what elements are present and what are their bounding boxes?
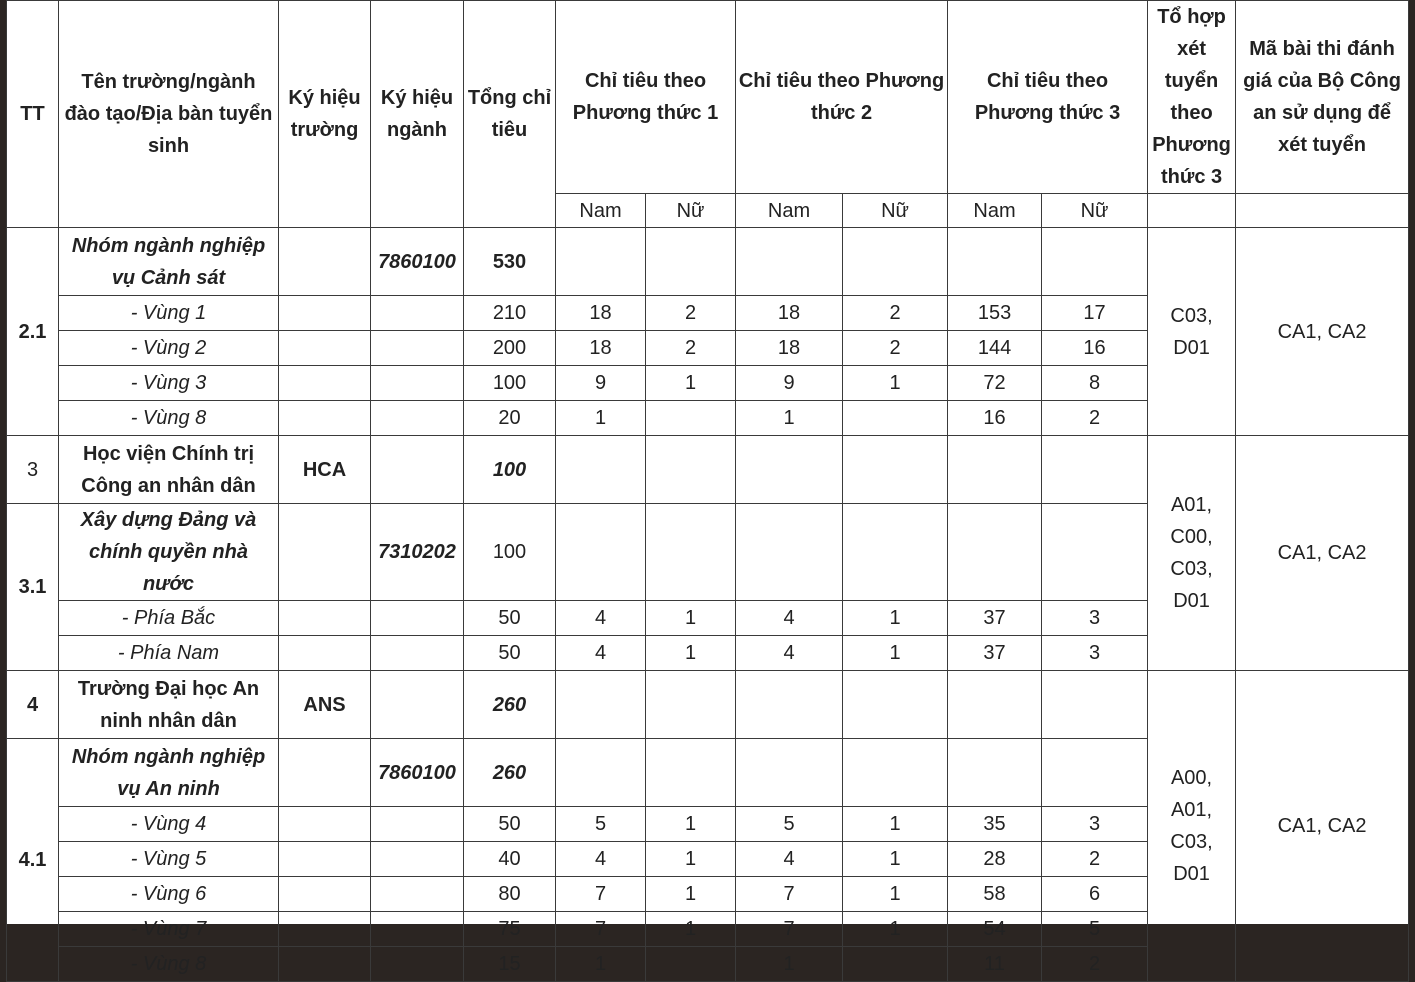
- m2-female: [843, 401, 948, 436]
- region-name: - Vùng 4: [59, 807, 279, 842]
- m1-male: 4: [556, 636, 646, 671]
- region-total: 80: [464, 877, 556, 912]
- header-total: Tổng chỉ tiêu: [464, 1, 556, 228]
- m2-male: 7: [736, 877, 843, 912]
- region-name: - Vùng 1: [59, 296, 279, 331]
- row-name: Nhóm ngành nghiệp vụ An ninh: [59, 739, 279, 807]
- header-row: [7, 1, 1409, 194]
- header-m2-male: Nam: [736, 194, 843, 228]
- row-exam: CA1, CA2: [1236, 436, 1409, 671]
- admission-quota-table: [6, 0, 1409, 982]
- header-school-code: Ký hiệu trường: [279, 1, 371, 228]
- m1-male: 18: [556, 296, 646, 331]
- region-total: 75: [464, 912, 556, 947]
- row-major-code: 7860100: [371, 228, 464, 296]
- m3-male: 35: [948, 807, 1042, 842]
- row-tt: 2.1: [7, 228, 59, 436]
- m1-female: 1: [646, 842, 736, 877]
- m2-female: 1: [843, 366, 948, 401]
- row-total: 100: [464, 504, 556, 601]
- row-school-code: ANS: [279, 671, 371, 739]
- m1-male: 1: [556, 401, 646, 436]
- region-name: - Phía Bắc: [59, 601, 279, 636]
- row-combo: A00, A01, C03, D01: [1148, 671, 1236, 982]
- m2-female: 1: [843, 877, 948, 912]
- m3-female: 3: [1042, 636, 1148, 671]
- header-m2-female: Nữ: [843, 194, 948, 228]
- m3-male: 58: [948, 877, 1042, 912]
- header-m3-male: Nam: [948, 194, 1042, 228]
- m1-male: 7: [556, 877, 646, 912]
- region-name: - Vùng 6: [59, 877, 279, 912]
- row-tt: 3.1: [7, 504, 59, 671]
- region-total: 200: [464, 331, 556, 366]
- m3-female: 6: [1042, 877, 1148, 912]
- row-name: Trường Đại học An ninh nhân dân: [59, 671, 279, 739]
- m3-female: 17: [1042, 296, 1148, 331]
- m3-female: 3: [1042, 807, 1148, 842]
- m1-female: 2: [646, 296, 736, 331]
- header-name: Tên trường/ngành đào tạo/Địa bàn tuyển sinh: [59, 1, 279, 228]
- row-name: Học viện Chính trị Công an nhân dân: [59, 436, 279, 504]
- m3-male: 28: [948, 842, 1042, 877]
- m1-male: 4: [556, 842, 646, 877]
- m2-female: 1: [843, 601, 948, 636]
- table-row: [7, 671, 1409, 739]
- row-tt: 3: [7, 436, 59, 504]
- m2-female: [843, 947, 948, 982]
- m2-female: 1: [843, 912, 948, 947]
- m3-male: 16: [948, 401, 1042, 436]
- region-total: 15: [464, 947, 556, 982]
- region-total: 50: [464, 807, 556, 842]
- region-name: - Vùng 8: [59, 947, 279, 982]
- region-total: 20: [464, 401, 556, 436]
- row-total: 530: [464, 228, 556, 296]
- m3-female: 3: [1042, 601, 1148, 636]
- m3-female: 2: [1042, 947, 1148, 982]
- header-exam-code: Mã bài thi đánh giá của Bộ Công an sử dụng để xét tuyển: [1236, 1, 1409, 194]
- m3-male: 37: [948, 636, 1042, 671]
- region-name: - Vùng 3: [59, 366, 279, 401]
- m3-female: 8: [1042, 366, 1148, 401]
- header-m1-female: Nữ: [646, 194, 736, 228]
- quota-table-frame: [6, 0, 1408, 975]
- m3-male: 72: [948, 366, 1042, 401]
- header-combo: Tổ hợp xét tuyển theo Phương thức 3: [1148, 1, 1236, 194]
- row-total: 260: [464, 671, 556, 739]
- m1-male: 7: [556, 912, 646, 947]
- m2-female: 1: [843, 807, 948, 842]
- m3-male: 54: [948, 912, 1042, 947]
- row-school-code: HCA: [279, 436, 371, 504]
- m1-female: 1: [646, 366, 736, 401]
- m2-male: 1: [736, 947, 843, 982]
- row-major-code: 7310202: [371, 504, 464, 601]
- m2-male: 1: [736, 401, 843, 436]
- header-method-3: Chỉ tiêu theo Phương thức 3: [948, 1, 1148, 194]
- m2-female: 2: [843, 331, 948, 366]
- m3-female: 5: [1042, 912, 1148, 947]
- m1-female: 1: [646, 807, 736, 842]
- region-name: - Vùng 5: [59, 842, 279, 877]
- m2-male: 4: [736, 842, 843, 877]
- region-name: - Phía Nam: [59, 636, 279, 671]
- region-name: - Vùng 2: [59, 331, 279, 366]
- m1-male: 4: [556, 601, 646, 636]
- m1-female: 1: [646, 912, 736, 947]
- header-tt: TT: [7, 1, 59, 228]
- m3-female: 2: [1042, 842, 1148, 877]
- table-row: [7, 436, 1409, 504]
- m3-male: 153: [948, 296, 1042, 331]
- header-method-2: Chỉ tiêu theo Phương thức 2: [736, 1, 948, 194]
- region-name: - Vùng 7: [59, 912, 279, 947]
- m2-female: 1: [843, 636, 948, 671]
- m2-male: 4: [736, 601, 843, 636]
- region-total: 40: [464, 842, 556, 877]
- m2-male: 5: [736, 807, 843, 842]
- region-name: - Vùng 8: [59, 401, 279, 436]
- m2-female: 1: [843, 842, 948, 877]
- header-major-code: Ký hiệu ngành: [371, 1, 464, 228]
- row-total: 100: [464, 436, 556, 504]
- m3-male: 37: [948, 601, 1042, 636]
- m1-female: 1: [646, 636, 736, 671]
- m1-female: 2: [646, 331, 736, 366]
- row-name: Xây dựng Đảng và chính quyền nhà nước: [59, 504, 279, 601]
- region-total: 210: [464, 296, 556, 331]
- m3-female: 2: [1042, 401, 1148, 436]
- m3-female: 16: [1042, 331, 1148, 366]
- row-combo: A01, C00, C03, D01: [1148, 436, 1236, 671]
- row-exam: CA1, CA2: [1236, 228, 1409, 436]
- row-name: Nhóm ngành nghiệp vụ Cảnh sát: [59, 228, 279, 296]
- row-total: 260: [464, 739, 556, 807]
- m1-male: 9: [556, 366, 646, 401]
- m1-female: 1: [646, 877, 736, 912]
- m2-male: 4: [736, 636, 843, 671]
- m2-female: 2: [843, 296, 948, 331]
- row-tt: 4.1: [7, 739, 59, 982]
- m1-female: [646, 947, 736, 982]
- m2-male: 18: [736, 331, 843, 366]
- row-combo: C03, D01: [1148, 228, 1236, 436]
- header-method-1: Chỉ tiêu theo Phương thức 1: [556, 1, 736, 194]
- header-m3-female: Nữ: [1042, 194, 1148, 228]
- m2-male: 7: [736, 912, 843, 947]
- row-exam: CA1, CA2: [1236, 671, 1409, 982]
- m1-male: 5: [556, 807, 646, 842]
- m3-male: 144: [948, 331, 1042, 366]
- m2-male: 18: [736, 296, 843, 331]
- m1-male: 1: [556, 947, 646, 982]
- region-total: 50: [464, 601, 556, 636]
- m3-male: 11: [948, 947, 1042, 982]
- row-major-code: 7860100: [371, 739, 464, 807]
- m2-male: 9: [736, 366, 843, 401]
- region-total: 100: [464, 366, 556, 401]
- m1-female: 1: [646, 601, 736, 636]
- m1-female: [646, 401, 736, 436]
- table-row: [7, 228, 1409, 296]
- region-total: 50: [464, 636, 556, 671]
- header-m1-male: Nam: [556, 194, 646, 228]
- m1-male: 18: [556, 331, 646, 366]
- row-tt: 4: [7, 671, 59, 739]
